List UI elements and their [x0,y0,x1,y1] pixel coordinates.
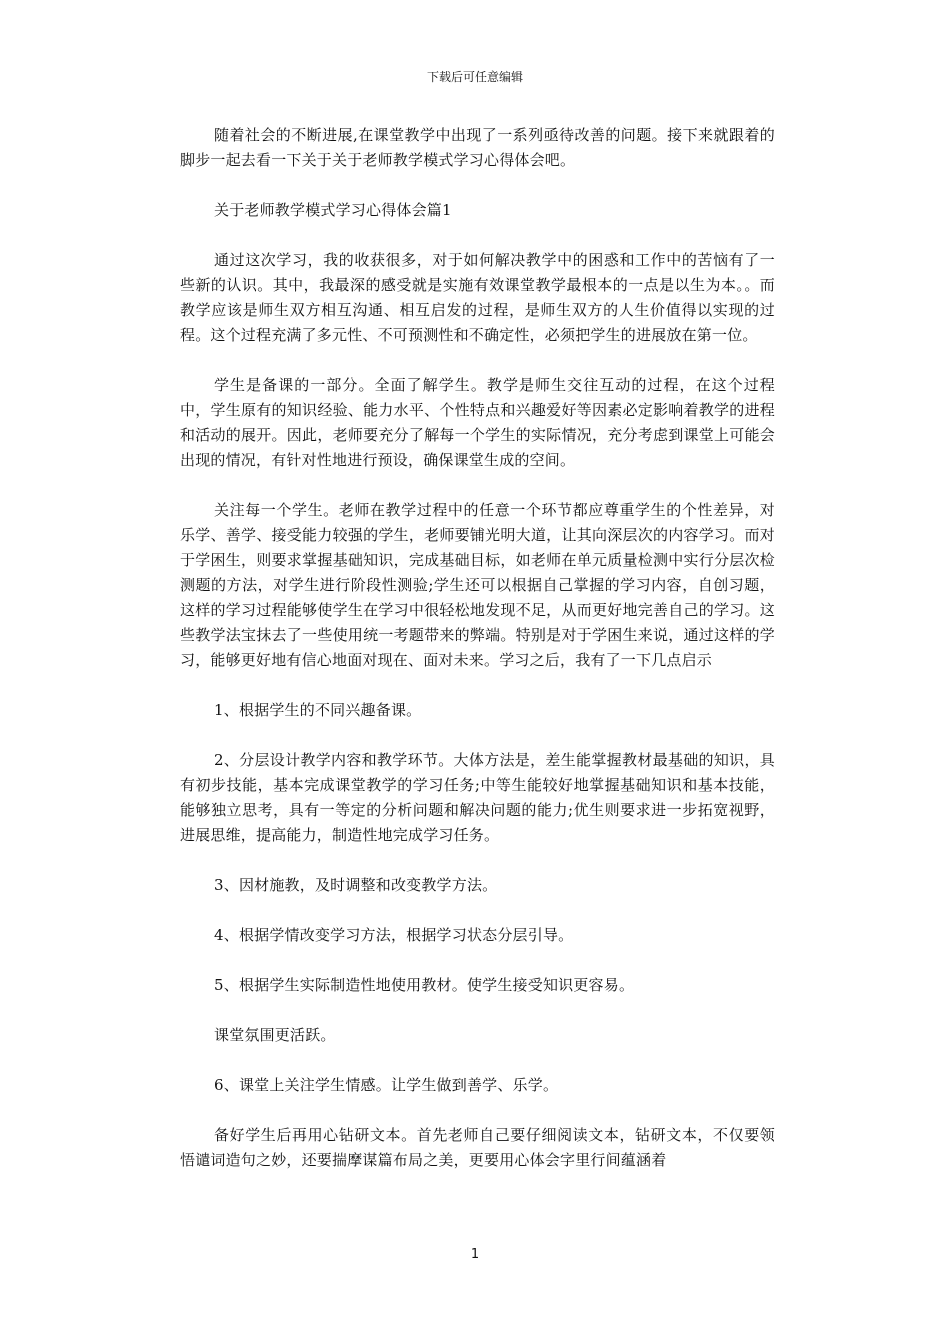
body-paragraph: 关注每一个学生。老师在教学过程中的任意一个环节都应尊重学生的个性差异，对乐学、善学、接受能力较强的学生，老师要铺光明大道，让其向深层次的内容学习。而对于学困生，则要求掌握基础知识，完成基础目标，如老师在单元质量检测中实行分层次检测题的方法，对学生进行阶段性测验;学生还可以根据自己掌握的学习内容，自创习题，这样的学习过程能够使学生在学习中很轻松地发现不足，从而更好地完善自己的学习。这些教学法宝抹去了一些使用统一考题带来的弊端。特别是对于学困生来说，通过这样的学习，能够更好地有信心地面对现在、面对未来。学习之后，我有了一下几点启示 [180,501,775,669]
body-paragraph: 备好学生后再用心钻研文本。首先老师自己要仔细阅读文本，钻研文本，不仅要领悟谴词造句之妙，还要揣摩谋篇布局之美，更要用心体会字里行间蕴涵着 [180,1126,775,1169]
list-item: 6、课堂上关注学生情感。让学生做到善学、乐学。 [214,1076,559,1094]
intro-paragraph: 随着社会的不断进展,在课堂教学中出现了一系列亟待改善的问题。接下来就跟着的脚步一起去看一下关于关于老师教学模式学习心得体会吧。 [180,126,775,169]
list-item: 4、根据学情改变学习方法，根据学习状态分层引导。 [214,926,574,944]
list-item: 3、因材施教，及时调整和改变教学方法。 [214,876,498,894]
section-title: 关于老师教学模式学习心得体会篇1 [214,201,452,219]
list-item: 2、分层设计教学内容和教学环节。大体方法是，差生能掌握教材最基础的知识，具有初步技能，基本完成课堂教学的学习任务;中等生能较好地掌握基础知识和基本技能，能够独立思考，具有一等定的分析问题和解决问题的能力;优生则要求进一步拓宽视野，进展思维，提高能力，制造性地完成学习任务。 [180,751,775,844]
body-paragraph: 学生是备课的一部分。全面了解学生。教学是师生交往互动的过程，在这个过程中，学生原有的知识经验、能力水平、个性特点和兴趣爱好等因素必定影响着教学的进程和活动的展开。因此，老师要充分了解每一个学生的实际情况，充分考虑到课堂上可能会出现的情况，有针对性地进行预设，确保课堂生成的空间。 [180,376,775,469]
body-paragraph: 通过这次学习，我的收获很多，对于如何解决教学中的困惑和工作中的苦恼有了一些新的认识。其中，我最深的感受就是实施有效课堂教学最根本的一点是以生为本。。而教学应该是师生双方相互沟通、相互启发的过程，是师生双方的人生价值得以实现的过程。这个过程充满了多元性、不可预测性和不确定性，必须把学生的进展放在第一位。 [180,251,775,344]
page-header: 下载后可任意编辑 [426,70,523,84]
body-paragraph: 课堂氛围更活跃。 [214,1026,336,1044]
list-item: 5、根据学生实际制造性地使用教材。使学生接受知识更容易。 [214,976,635,994]
document-body [180,123,775,1198]
page-number: 1 [470,1247,480,1262]
list-item: 1、根据学生的不同兴趣备课。 [214,701,422,719]
